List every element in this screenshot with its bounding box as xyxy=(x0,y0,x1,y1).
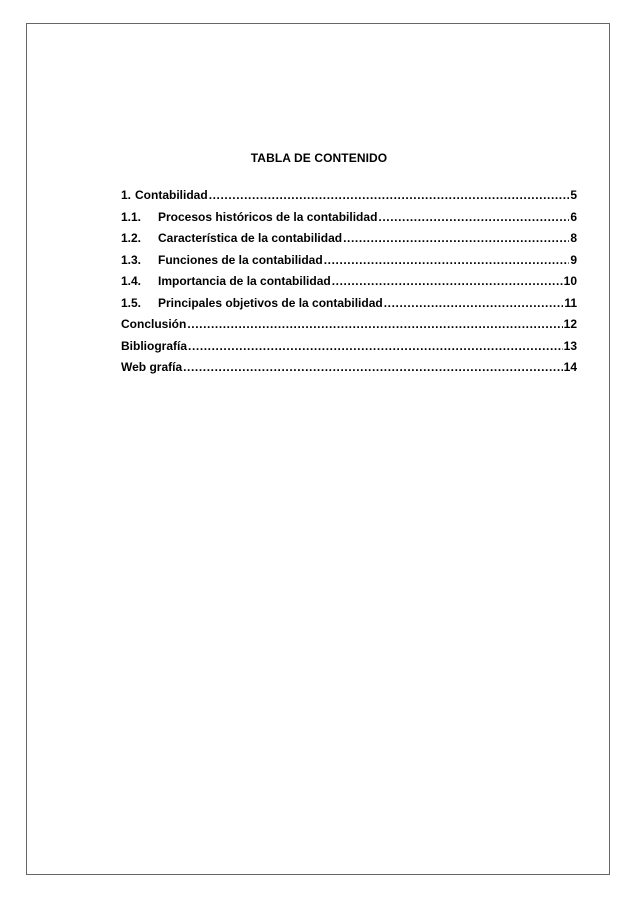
toc-entry-page: 9 xyxy=(570,252,577,267)
toc-entry-label: Característica de la contabilidad xyxy=(158,231,343,245)
toc-entry-page: 5 xyxy=(570,188,577,202)
toc-entry-number: 1.4. xyxy=(121,274,142,288)
toc-dot-leader xyxy=(343,231,569,245)
toc-entry-funciones[interactable] xyxy=(121,253,577,275)
toc-entry-procesos-historicos[interactable] xyxy=(121,210,577,232)
toc-dot-leader xyxy=(183,360,563,374)
toc-entry-label: Web grafía xyxy=(121,360,183,374)
toc-dot-leader xyxy=(188,339,563,353)
toc-entry-number: 1.3. xyxy=(121,252,142,267)
toc-entry-conclusion[interactable] xyxy=(121,317,577,339)
toc-dot-leader xyxy=(384,296,564,310)
toc-entry-label: Procesos históricos de la contabilidad xyxy=(158,209,378,224)
toc-entry-web-grafia[interactable] xyxy=(121,360,577,382)
toc-entry-contabilidad[interactable] xyxy=(121,188,577,210)
toc-dot-leader xyxy=(332,274,563,288)
toc-entry-page: 14 xyxy=(563,360,577,374)
toc-entry-importancia[interactable] xyxy=(121,274,577,296)
toc-entry-page: 11 xyxy=(564,295,577,310)
toc-entry-bibliografia[interactable] xyxy=(121,339,577,361)
toc-title: TABLA DE CONTENIDO xyxy=(250,151,388,165)
toc-entry-number: 1.1. xyxy=(121,209,142,224)
toc-entry-label: Contabilidad xyxy=(135,188,208,202)
toc-dot-leader xyxy=(187,317,562,331)
toc-entry-page: 13 xyxy=(563,338,577,353)
toc-entry-page: 6 xyxy=(570,209,577,224)
toc-entry-label: Principales objetivos de la contabilidad xyxy=(158,295,383,310)
table-of-contents xyxy=(121,188,577,382)
toc-entry-label: Conclusión xyxy=(121,317,187,331)
toc-dot-leader xyxy=(324,253,570,267)
toc-entry-number: 1. xyxy=(121,188,132,202)
toc-entry-objetivos[interactable] xyxy=(121,296,577,318)
toc-dot-leader xyxy=(378,210,569,224)
toc-entry-number: 1.2. xyxy=(121,231,142,245)
toc-entry-page: 10 xyxy=(563,274,577,288)
toc-entry-label: Importancia de la contabilidad xyxy=(158,274,331,288)
toc-entry-label: Bibliografía xyxy=(121,338,188,353)
toc-entry-label: Funciones de la contabilidad xyxy=(158,252,323,267)
toc-dot-leader xyxy=(209,188,570,202)
toc-entry-page: 12 xyxy=(563,317,577,331)
toc-entry-number: 1.5. xyxy=(121,295,142,310)
toc-entry-page: 8 xyxy=(570,231,577,245)
toc-entry-caracteristica[interactable] xyxy=(121,231,577,253)
